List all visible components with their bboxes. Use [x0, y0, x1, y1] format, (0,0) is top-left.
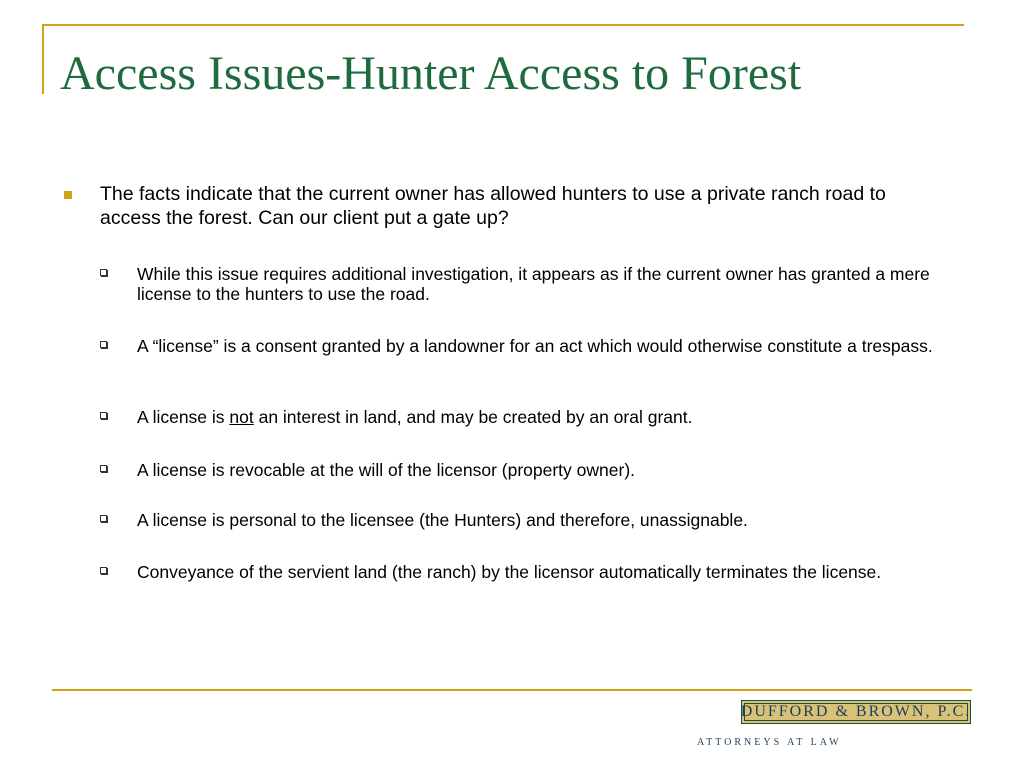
sub-bullet-text: A license is revocable at the will of the licensor (property owner).: [137, 460, 636, 480]
underlined-not: not: [229, 407, 254, 427]
sub-bullet-text: A “license” is a consent granted by a landowner for an act which would otherwise constitute a trespass.: [137, 336, 933, 356]
sub-bullet-text: While this issue requires additional investigation, it appears as if the current owner has granted a mere license to the hunters to use the road.: [137, 264, 930, 304]
firm-logo: [741, 700, 971, 724]
checkbox-bullet-icon: [100, 269, 107, 276]
logo-text: DUFFORD & BROWN, P.C.: [740, 703, 972, 720]
checkbox-bullet-icon: [100, 465, 107, 472]
sub-bullet-6: [100, 562, 970, 582]
firm-tagline: ATTORNEYS AT LAW: [697, 737, 842, 748]
sub-bullet-text-start: A license is: [137, 407, 230, 427]
checkbox-bullet-icon: [100, 412, 107, 419]
square-bullet-icon: [64, 191, 72, 199]
main-bullet: [64, 182, 964, 230]
sub-bullet-text: A license is personal to the licensee (the Hunters) and therefore, unassignable.: [137, 510, 748, 530]
sub-bullet-1: [100, 264, 970, 304]
frame-top-rule: [42, 24, 964, 26]
sub-bullet-text: Conveyance of the servient land (the ranch) by the licensor automatically terminates the license.: [137, 562, 882, 582]
frame-left-rule: [42, 24, 44, 94]
sub-bullet-text-end: an interest in land, and may be created by an oral grant.: [253, 407, 693, 427]
checkbox-bullet-icon: [100, 515, 107, 522]
slide-title: Access Issues-Hunter Access to Forest: [60, 47, 802, 100]
sub-bullet-3: [100, 407, 970, 427]
sub-bullet-2: [100, 336, 970, 356]
sub-bullet-4: [100, 460, 970, 480]
footer-rule: [52, 689, 972, 691]
sub-bullet-text: [137, 407, 967, 427]
sub-bullet-5: [100, 510, 970, 530]
main-bullet-text: The facts indicate that the current owner has allowed hunters to use a private ranch road to access the forest. Can our client put a gate up?: [100, 183, 886, 229]
checkbox-bullet-icon: [100, 567, 107, 574]
checkbox-bullet-icon: [100, 341, 107, 348]
